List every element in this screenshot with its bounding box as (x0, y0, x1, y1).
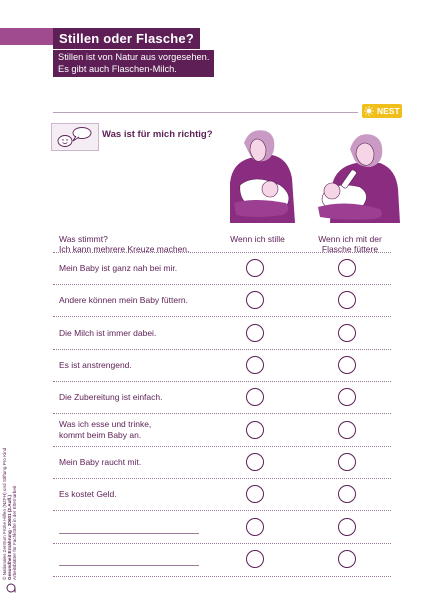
row-divider (53, 543, 391, 544)
statement-text (59, 263, 177, 274)
statement-line: Andere können mein Baby füttern. (59, 294, 188, 305)
checkbox-breastfeeding[interactable] (246, 259, 264, 277)
statement-line: Die Zubereitung ist einfach. (59, 391, 163, 402)
statement-line: Es ist anstrengend. (59, 359, 132, 370)
checkbox-breastfeeding[interactable] (246, 453, 264, 471)
checkbox-breastfeeding[interactable] (246, 356, 264, 374)
statement-text (59, 392, 162, 403)
sidebar-line-2: Gesundheit Ernährung · 20601 (2.Aufl.) (7, 495, 12, 580)
column-header-line: Flasche füttere (321, 244, 379, 254)
checkbox-bottle[interactable] (338, 518, 356, 536)
checkbox-breastfeeding[interactable] (246, 324, 264, 342)
statement-text (59, 419, 151, 441)
checkbox-breastfeeding[interactable] (246, 550, 264, 568)
checkbox-bottle[interactable] (338, 388, 356, 406)
question-prompt: Was ist für mich richtig? (102, 129, 213, 140)
page-title: Stillen oder Flasche? (53, 28, 200, 49)
column-header-line: Wenn ich stille (230, 234, 285, 244)
checkbox-bottle[interactable] (338, 550, 356, 568)
instruction-line-1: Was stimmt? (59, 234, 108, 244)
checkbox-breastfeeding[interactable] (246, 421, 264, 439)
statement-line: Mein Baby raucht mit. (59, 456, 142, 467)
sidebar-line-3: Arbeitsblätter für Fachkräfte in der Elternarbeit (12, 485, 17, 580)
checkbox-breastfeeding[interactable] (246, 485, 264, 503)
row-divider (53, 381, 391, 382)
sidebar-line-1: © Nationales Zentrum Frühe Hilfen (NZFH) und Stiftung Pro Kind (2, 447, 7, 580)
checkbox-bottle[interactable] (338, 259, 356, 277)
checkbox-bottle[interactable] (338, 324, 356, 342)
checkbox-bottle[interactable] (338, 421, 356, 439)
publisher-logo-icon (6, 583, 16, 593)
instruction-line-2: Ich kann mehrere Kreuze machen. (59, 244, 190, 254)
intro-line-1: Stillen ist von Natur aus vorgesehen. (58, 52, 210, 62)
row-divider (53, 478, 391, 479)
checkbox-bottle[interactable] (338, 291, 356, 309)
row-divider (53, 413, 391, 414)
checkbox-bottle[interactable] (338, 453, 356, 471)
statement-text (59, 360, 132, 371)
statement-line: kommt beim Baby an. (59, 430, 142, 440)
copyright-sidebar (1, 410, 15, 580)
row-divider (53, 252, 391, 253)
row-divider (53, 446, 391, 447)
checkbox-breastfeeding[interactable] (246, 388, 264, 406)
row-divider (53, 284, 391, 285)
column-header-line: Wenn ich mit der (318, 234, 382, 244)
blank-write-in-line[interactable] (59, 565, 199, 566)
statement-text (59, 489, 117, 500)
intro-line-2: Es gibt auch Flaschen-Milch. (58, 64, 177, 74)
blank-write-in-line[interactable] (59, 533, 199, 534)
row-divider (53, 510, 391, 511)
row-divider (53, 576, 391, 577)
checkbox-bottle[interactable] (338, 485, 356, 503)
statement-line: Mein Baby ist ganz nah bei mir. (59, 262, 178, 273)
row-divider (53, 349, 391, 350)
checkbox-breastfeeding[interactable] (246, 291, 264, 309)
nest-logo-text: NEST (377, 106, 400, 116)
row-divider (53, 316, 391, 317)
checkbox-breastfeeding[interactable] (246, 518, 264, 536)
statement-line: Es kostet Geld. (59, 488, 117, 499)
checkbox-bottle[interactable] (338, 356, 356, 374)
statement-text (59, 328, 156, 339)
statement-text (59, 295, 188, 306)
statement-line: Was ich esse und trinke, (59, 419, 152, 429)
statement-text (59, 457, 141, 468)
statement-line: Die Milch ist immer dabei. (59, 327, 157, 338)
